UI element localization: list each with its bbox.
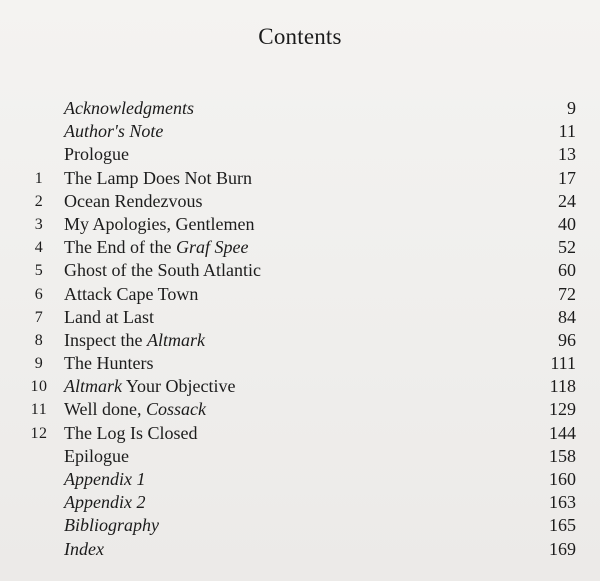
page-number: 160 — [549, 469, 576, 489]
entry-title-part: Bibliography — [64, 515, 159, 536]
entry-title — [64, 213, 254, 236]
entry-title — [64, 236, 248, 259]
entry-title — [64, 329, 205, 352]
page-number: 40 — [558, 213, 576, 234]
entry-title-part: Cossack — [146, 399, 207, 420]
entry-title-part: Your Objective — [122, 376, 236, 397]
page-number: 165 — [549, 515, 576, 536]
page-number: 72 — [558, 283, 576, 304]
page-number: 60 — [558, 260, 576, 281]
entry-title-part: Index — [64, 538, 104, 559]
entry-title — [64, 491, 145, 514]
toc-entry — [0, 213, 600, 236]
toc-entry — [0, 514, 600, 537]
entry-title — [64, 352, 153, 375]
chapter-number: 3 — [34, 215, 44, 233]
page-number: 9 — [567, 98, 576, 118]
page-number: 158 — [549, 445, 576, 466]
toc-entry — [0, 422, 600, 445]
chapter-number: 1 — [34, 169, 44, 187]
entry-title-part: My Apologies, Gentlemen — [64, 213, 255, 234]
toc-entry — [0, 306, 600, 329]
entry-title — [64, 306, 154, 329]
entry-title-part: Appendix 2 — [64, 492, 146, 513]
page-number: 52 — [558, 237, 576, 258]
entry-title-part: Acknowledgments — [64, 98, 194, 118]
entry-title-part: Author's Note — [64, 121, 164, 142]
chapter-number: 11 — [30, 401, 48, 419]
page-number: 17 — [558, 167, 576, 188]
chapter-number: 6 — [34, 285, 44, 303]
toc-entry — [0, 491, 600, 514]
toc-entry — [0, 167, 600, 190]
entry-title-part: Altmark — [64, 376, 122, 397]
page-number: 84 — [558, 306, 576, 327]
toc-entry — [0, 283, 600, 306]
table-of-contents — [0, 97, 600, 561]
chapter-number: 5 — [34, 262, 44, 280]
entry-title-part: Prologue — [64, 144, 129, 165]
entry-title — [64, 167, 252, 190]
entry-title — [64, 468, 145, 491]
chapter-number: 7 — [34, 308, 44, 326]
entry-title — [64, 445, 129, 468]
entry-title-part: Altmark — [146, 329, 205, 350]
page-number: 13 — [558, 144, 576, 165]
entry-title-part: Well done, — [64, 399, 147, 420]
entry-title-part: Appendix 1 — [64, 469, 146, 489]
chapter-number: 12 — [30, 424, 48, 442]
toc-entry — [0, 329, 600, 352]
toc-entry — [0, 375, 600, 398]
page-number: 163 — [549, 492, 576, 513]
page-title: Contents — [258, 24, 342, 49]
entry-title — [64, 514, 159, 537]
entry-title — [64, 190, 202, 213]
page-number: 144 — [549, 422, 576, 443]
entry-title-part: Epilogue — [64, 445, 129, 466]
toc-entry — [0, 120, 600, 143]
toc-entry — [0, 445, 600, 468]
page-number: 11 — [558, 121, 576, 142]
page-number: 111 — [550, 353, 576, 374]
entry-title-part: Inspect the — [64, 329, 147, 350]
chapter-number: 8 — [34, 331, 44, 349]
toc-entry — [0, 538, 600, 561]
toc-entry — [0, 143, 600, 166]
entry-title — [64, 259, 261, 282]
entry-title — [64, 97, 194, 120]
toc-entry — [0, 97, 600, 120]
chapter-number: 9 — [34, 355, 44, 373]
entry-title — [64, 538, 104, 561]
chapter-number: 2 — [34, 192, 44, 210]
toc-entry — [0, 259, 600, 282]
entry-title — [64, 143, 129, 166]
entry-title-part: Graf Spee — [175, 237, 249, 258]
page-number: 24 — [558, 190, 576, 211]
entry-title — [64, 375, 236, 398]
entry-title — [64, 422, 197, 445]
entry-title-part: Ghost of the South Atlantic — [64, 260, 261, 281]
toc-entry — [0, 398, 600, 421]
entry-title-part: Ocean Rendezvous — [64, 190, 203, 211]
chapter-number: 10 — [30, 378, 48, 396]
entry-title-part: Land at Last — [64, 306, 154, 327]
page-number: 169 — [549, 538, 576, 559]
toc-entry — [0, 190, 600, 213]
entry-title — [64, 283, 198, 306]
entry-title — [64, 398, 206, 421]
entry-title-part: Attack Cape Town — [64, 283, 199, 304]
toc-entry — [0, 236, 600, 259]
page-number: 96 — [558, 329, 576, 350]
page-number: 129 — [549, 399, 576, 420]
page-number: 118 — [549, 376, 576, 397]
entry-title-part: The Hunters — [64, 353, 154, 374]
toc-entry — [0, 352, 600, 375]
entry-title-part: The End of the — [64, 237, 176, 258]
entry-title — [64, 120, 163, 143]
entry-title-part: The Lamp Does Not Burn — [64, 167, 252, 188]
chapter-number: 4 — [34, 239, 44, 257]
toc-entry — [0, 468, 600, 491]
entry-title-part: The Log Is Closed — [64, 422, 198, 443]
